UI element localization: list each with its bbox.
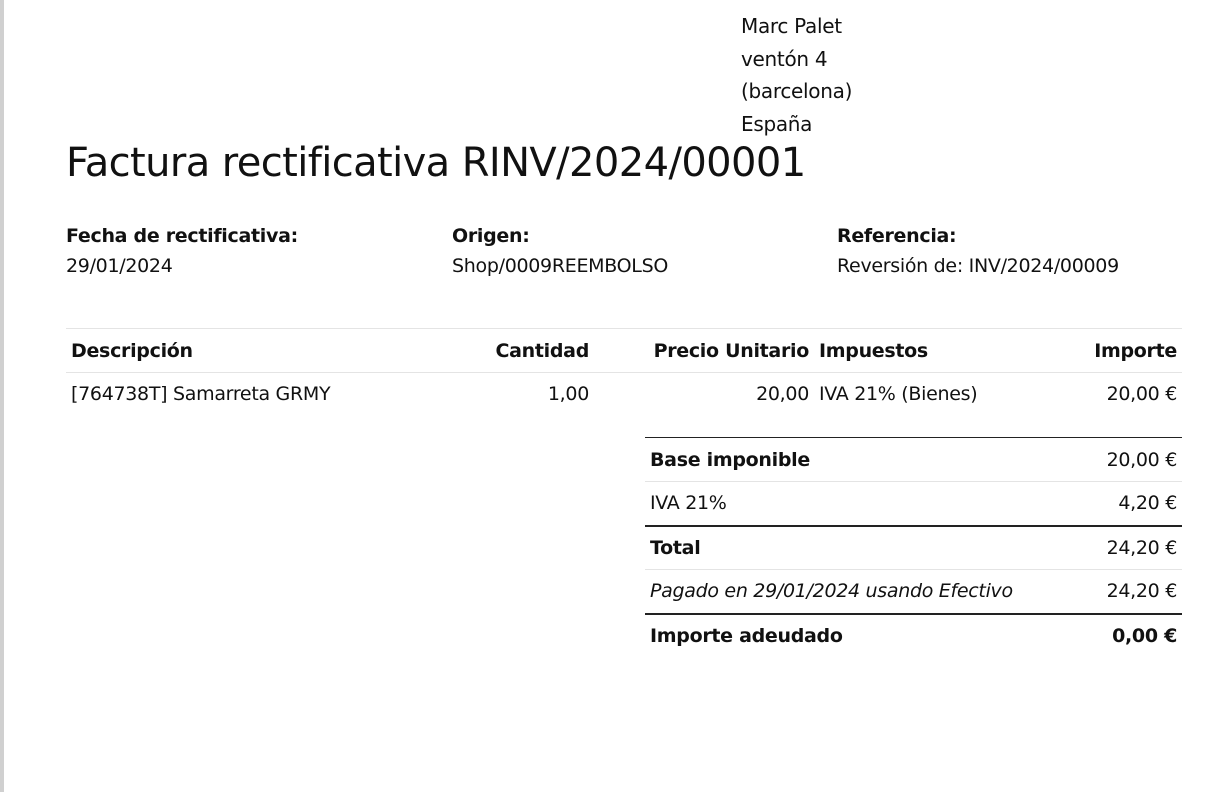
line-unit-price: 20,00 xyxy=(756,382,809,405)
info-reference xyxy=(837,222,1119,282)
totals-table xyxy=(645,437,1182,658)
customer-country: España xyxy=(741,111,813,136)
customer-name: Marc Palet xyxy=(741,14,842,38)
reference-value: Reversión de: INV/2024/00009 xyxy=(837,255,1119,277)
invoice-title: Factura rectificativa RINV/2024/00001 xyxy=(66,140,806,186)
header-quantity: Cantidad xyxy=(495,339,589,362)
customer-address xyxy=(741,10,852,140)
invoice-lines-table xyxy=(66,328,1182,415)
total-value: 24,20 € xyxy=(1106,536,1177,559)
date-value: 29/01/2024 xyxy=(66,255,173,277)
customer-street: ventón 4 xyxy=(741,46,828,71)
customer-city: (barcelona) xyxy=(741,79,853,103)
header-amount: Importe xyxy=(1094,339,1177,362)
totals-row-paid xyxy=(645,570,1182,614)
due-value: 0,00 € xyxy=(1112,625,1177,647)
line-amount: 20,00 € xyxy=(1106,382,1177,405)
totals-row-total xyxy=(645,526,1182,570)
base-label: Base imponible xyxy=(650,448,810,471)
date-label: Fecha de rectificativa: xyxy=(66,225,298,247)
header-description: Descripción xyxy=(71,339,193,362)
totals-row-base xyxy=(645,438,1182,482)
origin-label: Origen: xyxy=(452,225,530,247)
line-taxes: IVA 21% (Bienes) xyxy=(819,382,978,405)
info-origin xyxy=(452,222,668,282)
origin-value: Shop/0009REEMBOLSO xyxy=(452,255,669,277)
totals-row-tax xyxy=(645,482,1182,526)
line-description: [764738T] Samarreta GRMY xyxy=(71,382,331,405)
paid-label: Pagado en 29/01/2024 usando Efectivo xyxy=(650,580,1013,603)
header-unit-price: Precio Unitario xyxy=(653,339,809,362)
header-taxes: Impuestos xyxy=(819,339,928,362)
paid-value: 24,20 € xyxy=(1106,580,1177,603)
total-label: Total xyxy=(650,536,701,559)
due-label: Importe adeudado xyxy=(650,625,843,647)
tax-label: IVA 21% xyxy=(650,492,727,515)
page-left-border xyxy=(0,0,4,792)
tax-value: 4,20 € xyxy=(1118,492,1177,515)
info-date xyxy=(66,222,298,282)
table-row xyxy=(66,373,1182,415)
base-value: 20,00 € xyxy=(1106,448,1177,471)
line-quantity: 1,00 xyxy=(547,382,589,405)
totals-row-due xyxy=(645,614,1182,658)
table-header-row xyxy=(66,329,1182,373)
reference-label: Referencia: xyxy=(837,225,957,247)
